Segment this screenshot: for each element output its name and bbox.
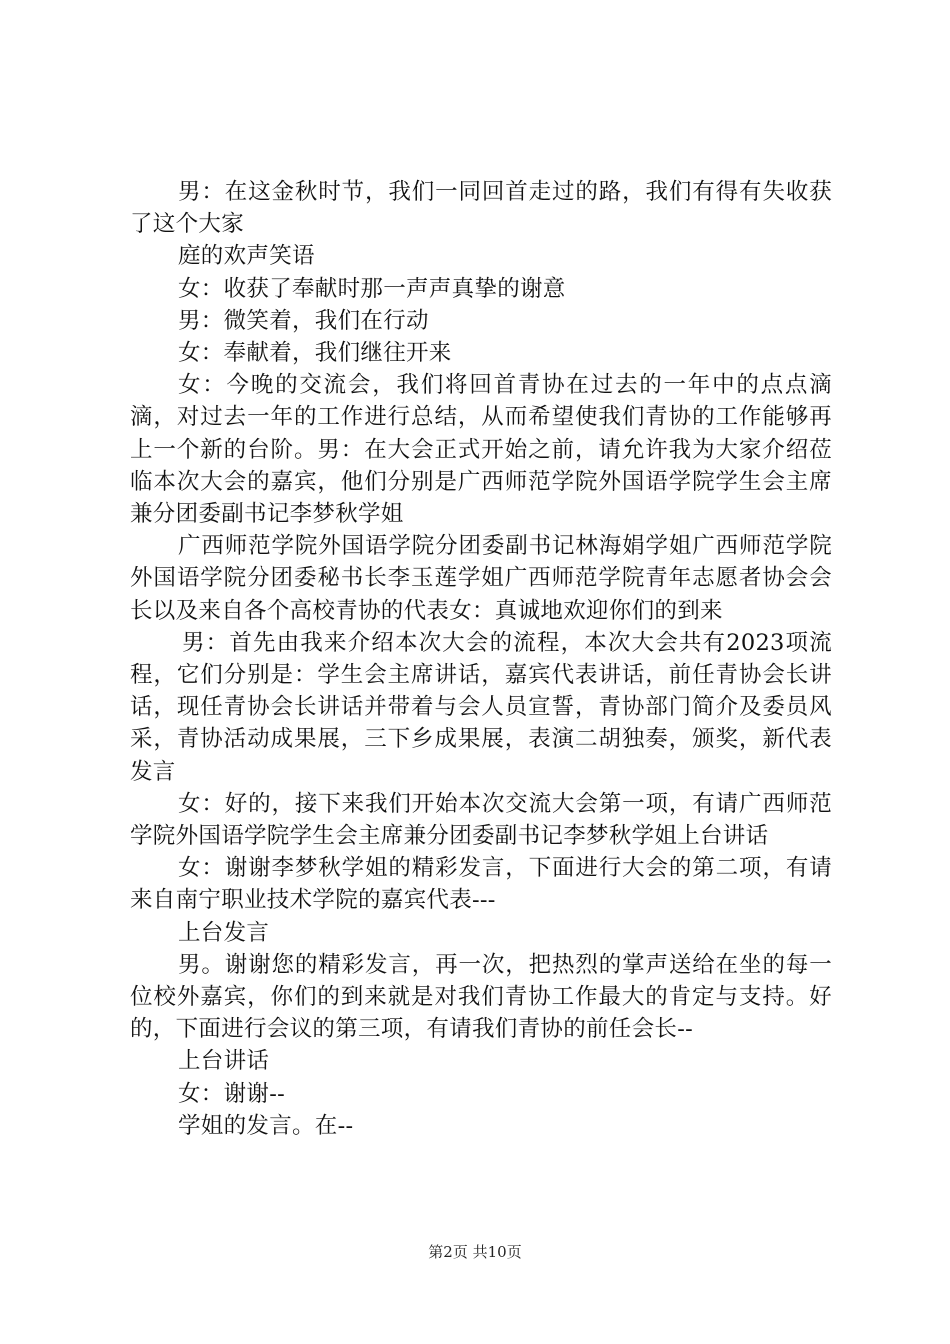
paragraph-9: 女：好的，接下来我们开始本次交流大会第一项，有请广西师范学院外国语学院学生会主席兼分团委副书记李梦秋学姐上台讲话 xyxy=(130,790,832,850)
paragraph-10: 女：谢谢李梦秋学姐的精彩发言，下面进行大会的第二项，有请来自南宁职业技术学院的嘉宾代表--- xyxy=(130,855,832,914)
paragraph-8: 男：首先由我来介绍本次大会的流程，本次大会共有2023项流程，它们分别是：学生会主席讲话，嘉宾代表讲话，前任青协会长讲话，现任青协会长讲话并带着与会人员宣誓，青协部门简介及委员风采，青协活动成果展，三下乡成果展，表演二胡独奏，颁奖，新代表发言 xyxy=(130,629,832,785)
document-body xyxy=(130,176,832,1142)
page-number-footer: 第2页 共10页 xyxy=(428,1243,522,1261)
paragraph-12: 男。谢谢您的精彩发言，再一次，把热烈的掌声送给在坐的每一位校外嘉宾，你们的到来就是对我们青协工作最大的肯定与支持。好的，下面进行会议的第三项，有请我们青协的前任会长-- xyxy=(130,951,832,1043)
paragraph-5: 女：奉献着，我们继往开来 xyxy=(178,340,452,367)
paragraph-3: 女：收获了奉献时那一声声真挚的谢意 xyxy=(178,275,566,302)
paragraph-15: 学姐的发言。在-- xyxy=(178,1112,354,1139)
paragraph-11: 上台发言 xyxy=(178,919,270,946)
paragraph-2: 庭的欢声笑语 xyxy=(178,243,315,270)
paragraph-13: 上台讲话 xyxy=(178,1048,270,1075)
paragraph-7: 广西师范学院外国语学院分团委副书记林海娟学姐广西师范学院外国语学院分团委秘书长李玉莲学姐广西师范学院青年志愿者协会会长以及来自各个高校青协的代表女：真诚地欢迎你们的到来 xyxy=(130,533,832,624)
paragraph-6: 女：今晚的交流会，我们将回首青协在过去的一年中的点点滴滴，对过去一年的工作进行总结，从而希望使我们青协的工作能够再上一个新的台阶。男：在大会正式开始之前，请允许我为大家介绍莅临本次大会的嘉宾，他们分别是广西师范学院外国语学院学生会主席兼分团委副书记李梦秋学姐 xyxy=(130,372,832,528)
paragraph-4: 男：微笑着，我们在行动 xyxy=(178,307,429,334)
paragraph-14: 女：谢谢-- xyxy=(178,1080,286,1107)
paragraph-1: 男：在这金秋时节，我们一同回首走过的路，我们有得有失收获了这个大家 xyxy=(130,179,832,238)
